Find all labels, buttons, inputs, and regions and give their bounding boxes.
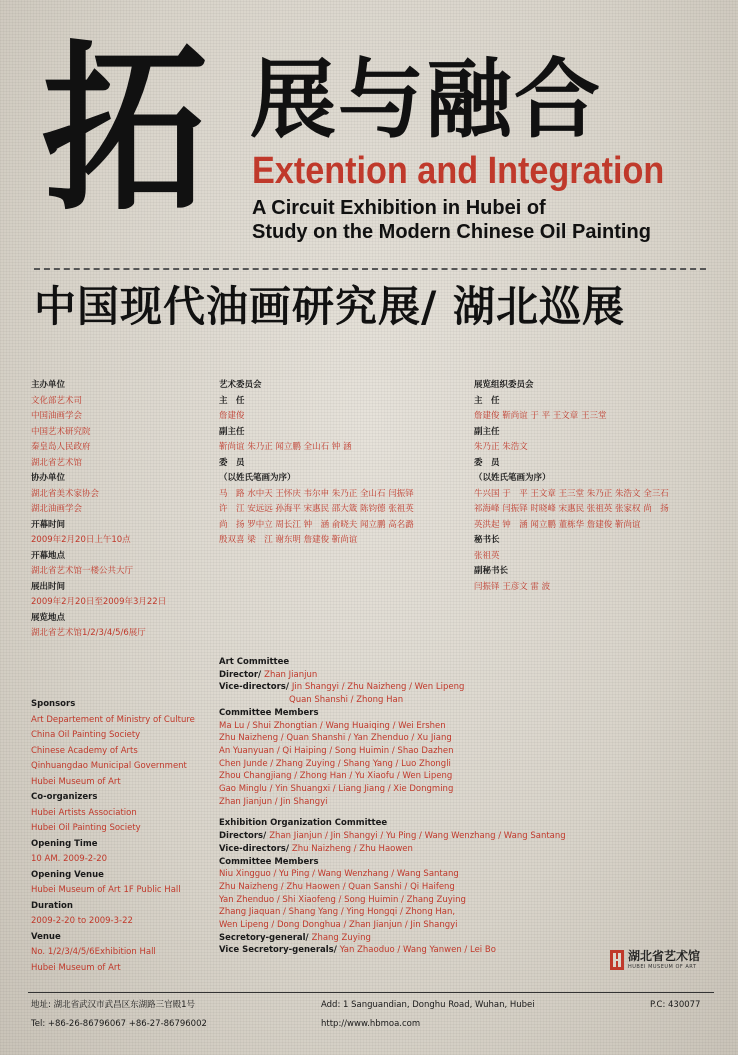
zh-info-value: 2009年2月20日上午10点 — [31, 535, 131, 545]
en-committee-row — [219, 732, 639, 745]
en-committee-names: Zhang Jiaquan / Shang Yang / Ying Hongqi / Zhong Han, — [219, 907, 456, 918]
en-committee-row — [219, 681, 639, 694]
en-committee-names: Zhang Zuying — [311, 932, 371, 943]
en-committee-names: An Yuanyuan / Qi Haiping / Song Huimin / Shao Dazhen — [219, 745, 454, 756]
en-committee-row — [219, 856, 639, 869]
en-sponsor-label: Co-organizers — [31, 792, 98, 802]
zh-info-value: 秦皇岛人民政府 — [31, 442, 91, 452]
en-sponsor-value: 2009-2-20 to 2009-3-22 — [31, 916, 133, 926]
en-committee-row — [219, 669, 639, 682]
en-sponsors-block — [31, 697, 216, 976]
en-sponsor-value: Chinese Academy of Arts — [31, 745, 138, 756]
en-committee-row — [219, 843, 639, 856]
zh-art-committee-value: 尚 扬 罗中立 周长江 钟 涵 俞晓夫 闻立鹏 高名潞 — [219, 519, 414, 530]
en-committee-names: Ma Lu / Shui Zhongtian / Wang Huaiqing / Wei Ershen — [219, 720, 446, 731]
subtitle-english — [252, 196, 651, 244]
zh-org-committee-value: 詹建俊 靳尚谊 于 平 王文章 王三堂 — [474, 411, 607, 421]
title-english: Extention and Integration — [252, 150, 665, 192]
footer-website-link[interactable]: http://www.hbmoa.com — [321, 1019, 421, 1029]
zh-org-committee-label: 主 任 — [474, 395, 500, 406]
zh-art-committee — [219, 378, 469, 549]
en-committee-row — [219, 770, 639, 783]
zh-org-committee-value: 牛兴国 于 平 王文章 王三堂 朱乃正 朱浩文 全三石 — [474, 488, 669, 499]
title-chinese-main: 展与融合 — [250, 49, 602, 150]
en-sponsor-value: 10 AM. 2009-2-20 — [31, 854, 108, 864]
zh-info-value: 中国油画学会 — [31, 411, 83, 421]
zh-org-committee-value: 朱乃正 朱浩文 — [474, 442, 528, 452]
en-sponsor-value: Art Departement of Ministry of Culture — [31, 714, 195, 725]
en-committee-row — [219, 894, 639, 907]
footer-postcode: P.C: 430077 — [650, 1000, 701, 1010]
en-committee-row — [219, 881, 639, 894]
zh-org-committee-value: 祁海峰 闫振铎 时晓峰 宋惠民 张祖英 张家权 尚 扬 — [474, 504, 669, 514]
en-committee-names: Zhan Jianjun / Jin Shangyi — [219, 796, 328, 807]
en-committee-label: Art Committee — [219, 657, 290, 667]
zh-info-label: 协办单位 — [31, 473, 66, 483]
title-big-character: 拓 — [42, 24, 208, 235]
zh-art-committee-label: 主 任 — [219, 395, 245, 406]
en-sponsor-label: Sponsors — [31, 699, 76, 709]
zh-org-committee-label: 副秘书长 — [474, 566, 509, 576]
en-committee-row — [219, 868, 639, 881]
en-committee-names: Quan Shanshi / Zhong Han — [289, 695, 404, 706]
en-committee-names: Zhan Jianjun / Jin Shangyi / Yu Ping / Wang Wenzhang / Wang Santang — [269, 831, 566, 842]
en-sponsor-label: Opening Time — [31, 838, 98, 849]
zh-info-label: 开幕地点 — [31, 550, 66, 561]
zh-info-value: 文化部艺术司 — [31, 395, 83, 406]
en-committee-label: Vice Secretory-generals/ — [219, 945, 340, 956]
en-committee-label: Vice-directors/ — [219, 682, 292, 693]
zh-org-committee-label: 展览组织委员会 — [474, 380, 534, 390]
en-committee-names: Niu Xingguo / Yu Ping / Wang Wenzhang / Wang Santang — [219, 869, 459, 880]
en-committee-row — [219, 694, 639, 707]
zh-art-committee-value: 马 路 水中天 王怀庆 韦尔申 朱乃正 全山石 闫振铎 — [219, 488, 414, 499]
footer-tel: Tel: +86-26-86796067 +86-27-86796002 — [31, 1019, 207, 1029]
en-sponsor-value: Hubei Oil Painting Society — [31, 823, 141, 833]
en-sponsor-value: No. 1/2/3/4/5/6Exhibition Hall — [31, 947, 156, 957]
zh-org-committee-label: （以姓氏笔画为序） — [474, 473, 551, 483]
en-committee-row — [219, 944, 639, 957]
en-committee-row — [219, 745, 639, 758]
footer-address-zh: 地址: 湖北省武汉市武昌区东湖路三官殿1号 — [31, 1000, 195, 1010]
en-committee-row — [219, 906, 639, 919]
en-committee-label: Secretory-general/ — [219, 932, 312, 943]
en-committee-names: Zhu Naizheng / Zhu Haowen — [291, 843, 413, 854]
logo-subtitle: HUBEI MUSEUM OF ART — [628, 964, 697, 970]
en-sponsor-label: Opening Venue — [31, 869, 104, 880]
en-committee-names: Yan Zhaoduo / Wang Yanwen / Lei Bo — [339, 945, 496, 956]
zh-org-committee-value: 闫振铎 王彦文 雷 波 — [474, 581, 551, 592]
zh-info-label: 展出时间 — [31, 581, 66, 592]
zh-art-committee-label: 副主任 — [219, 426, 245, 437]
subtitle-line-1: A Circuit Exhibition in Hubei of — [252, 197, 546, 219]
zh-info-value: 湖北省艺术馆 — [31, 457, 83, 468]
en-committee-names: Gao Minglu / Yin Shuangxi / Liang Jiang / Xie Dongming — [219, 784, 454, 795]
en-committee-names: Jin Shangyi / Zhu Naizheng / Wen Lipeng — [291, 682, 465, 693]
zh-art-committee-value: 詹建俊 — [219, 411, 245, 421]
zh-organization-committee — [474, 378, 714, 595]
en-sponsor-label: Duration — [31, 900, 73, 911]
logo-mark-icon — [610, 950, 624, 970]
zh-art-committee-label: （以姓氏笔画为序） — [219, 473, 296, 483]
title-divider — [34, 268, 706, 270]
en-committee-row — [219, 796, 639, 809]
zh-org-committee-value: 张祖英 — [474, 550, 500, 561]
en-committee-label: Vice-directors/ — [219, 843, 292, 854]
en-committee-row — [219, 830, 639, 843]
en-committee-label: Director/ — [219, 669, 265, 680]
en-committee-label: Exhibition Organization Committee — [219, 818, 388, 829]
en-committee-names: Zhu Naizheng / Quan Shanshi / Yan Zhenduo / Xu Jiang — [219, 733, 452, 744]
en-sponsor-value: Hubei Museum of Art 1F Public Hall — [31, 885, 181, 895]
zh-info-value: 中国艺术研究院 — [31, 426, 91, 437]
zh-art-committee-label: 艺术委员会 — [219, 380, 262, 390]
en-sponsor-value: Qinhuangdao Municipal Government — [31, 761, 187, 771]
zh-art-committee-value: 许 江 安远远 孙海平 宋惠民 邵大箴 陈钧德 张祖英 — [219, 504, 414, 514]
en-committee-names: Chen Junde / Zhang Zuying / Shang Yang / Luo Zhongli — [219, 758, 451, 769]
zh-info-value: 湖北油画学会 — [31, 504, 83, 514]
zh-org-committee-label: 委 员 — [474, 457, 500, 468]
en-committee-row — [219, 656, 639, 669]
en-committee-row — [219, 783, 639, 796]
en-sponsor-label: Venue — [31, 931, 61, 942]
zh-art-committee-value: 靳尚谊 朱乃正 闻立鹏 全山石 钟 涵 — [219, 442, 352, 452]
subtitle-line-2: Study on the Modern Chinese Oil Painting — [252, 221, 651, 243]
zh-org-committee-label: 秘书长 — [474, 535, 500, 545]
en-committee-row — [219, 720, 639, 733]
en-committee-row — [219, 919, 639, 932]
title-chinese-full: 中国现代油画研究展/ 湖北巡展 — [34, 282, 625, 331]
en-committee-row — [219, 817, 639, 830]
en-committee-label: Committee Members — [219, 856, 319, 867]
zh-info-label: 主办单位 — [31, 380, 66, 390]
footer-address-en: Add: 1 Sanguandian, Donghu Road, Wuhan, Hubei — [321, 1000, 535, 1010]
en-committee-row — [219, 932, 639, 945]
en-committee-label: Committee Members — [219, 707, 319, 718]
logo-name: 湖北省艺术馆 — [628, 949, 701, 963]
zh-info-value: 2009年2月20日至2009年3月22日 — [31, 597, 167, 607]
zh-info-value: 湖北省美术家协会 — [31, 488, 100, 499]
en-committee-label: Directors/ — [219, 831, 270, 842]
en-committee-names: Zhu Naizheng / Zhu Haowen / Quan Sanshi / Qi Haifeng — [219, 881, 455, 892]
footer-divider — [28, 992, 714, 993]
en-committee-row — [219, 707, 639, 720]
zh-org-committee-value: 英洪起 钟 涵 闻立鹏 董栋华 詹建俊 靳尚谊 — [474, 519, 641, 530]
zh-org-committee-label: 副主任 — [474, 426, 500, 437]
en-sponsor-value: Hubei Museum of Art — [31, 776, 121, 787]
zh-art-committee-value: 殷双喜 梁 江 谢东明 詹建俊 靳尚谊 — [219, 535, 358, 545]
en-sponsor-value: Hubei Artists Association — [31, 807, 137, 818]
zh-info-value: 湖北省艺术馆1/2/3/4/5/6展厅 — [31, 628, 146, 638]
en-committee-names: Zhou Changjiang / Zhong Han / Yu Xiaofu / Wen Lipeng — [219, 771, 453, 782]
en-committee-row — [219, 758, 639, 771]
en-committee-names: Wen Lipeng / Dong Donghua / Zhan Jianjun / Jin Shangyi — [219, 920, 458, 931]
zh-info-column — [31, 378, 211, 642]
zh-info-value: 湖北省艺术馆一楼公共大厅 — [31, 566, 134, 576]
en-sponsor-value: China Oil Painting Society — [31, 730, 141, 740]
zh-art-committee-label: 委 员 — [219, 457, 245, 468]
zh-info-label: 开幕时间 — [31, 519, 66, 530]
zh-info-label: 展览地点 — [31, 612, 66, 623]
en-committee-block — [219, 656, 639, 957]
en-committee-names: Yan Zhenduo / Shi Xiaofeng / Song Huimin / Zhang Zuying — [219, 894, 466, 905]
en-sponsor-value: Hubei Museum of Art — [31, 962, 121, 973]
en-committee-names: Zhan Jianjun — [264, 669, 318, 680]
museum-logo — [610, 948, 718, 974]
